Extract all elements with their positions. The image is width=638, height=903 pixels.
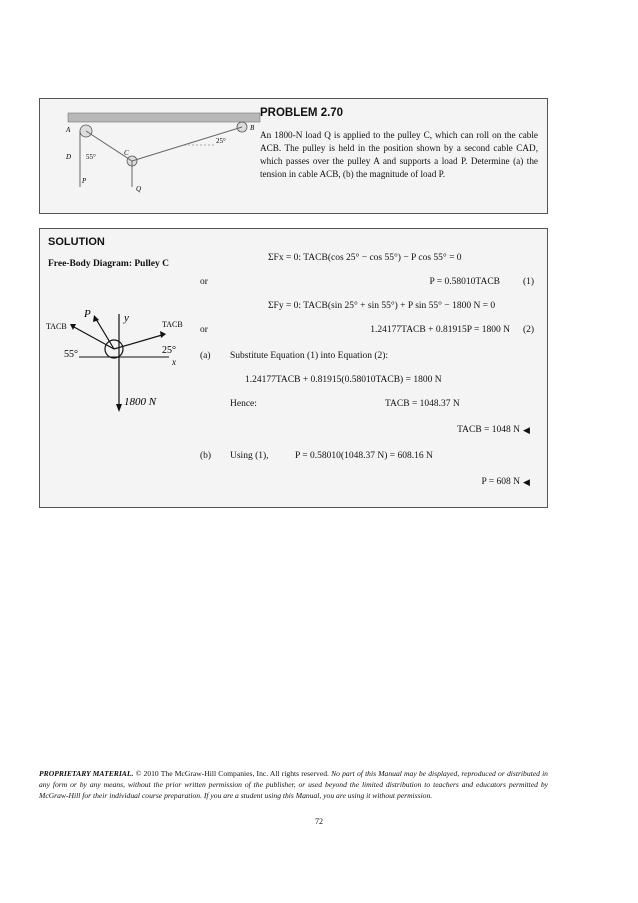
label-b: B (250, 124, 255, 132)
page-number: 72 (315, 817, 323, 826)
equation-number-1: (1) (523, 277, 535, 287)
problem-figure (64, 107, 264, 207)
answer-a-marker: ◀ (523, 425, 530, 435)
label-a: A (66, 126, 71, 134)
fbd-label-tacb-right: TACB (162, 320, 183, 329)
part-b-label: (b) (200, 451, 212, 461)
hence-label: Hence: (230, 399, 257, 409)
equation-sum-fx: ΣFx = 0: TACB(cos 25° − cos 55°) − P cos 55° = 0 (268, 253, 462, 263)
fbd-label-y: y (124, 312, 129, 324)
solution-box (39, 228, 548, 508)
or-label-1: or (200, 277, 208, 287)
free-body-diagram (44, 309, 194, 419)
equation-4: TACB = 1048.37 N (385, 399, 460, 409)
problem-title: PROBLEM 2.70 (260, 107, 344, 119)
label-c: C (124, 149, 129, 157)
label-p: P (82, 177, 87, 185)
equation-1: P = 0.58010TACB (429, 277, 500, 287)
footer-notice: No part of this Manual may be displayed, reproduced or distributed in any form or by any means, without the prior written permission of the publisher, or used beyond the limited distribution to teachers and educators permitted by McGraw-Hill for their individual course preparation. If you are a student using this Manual, you are using it without permission. (39, 769, 548, 800)
footer-proprietary: PROPRIETARY MATERIAL. (39, 769, 134, 778)
problem-box (39, 98, 548, 214)
label-angle-55: 55° (86, 153, 96, 161)
fbd-label-x: x (172, 357, 176, 367)
equation-sum-fy: ΣFy = 0: TACB(sin 25° + sin 55°) + P sin 55° − 1800 N = 0 (268, 301, 496, 311)
equation-5: P = 0.58010(1048.37 N) = 608.16 N (295, 451, 433, 461)
fbd-label: Free-Body Diagram: Pulley C (48, 259, 169, 269)
label-angle-25: 25° (216, 137, 226, 145)
copyright-footer (39, 768, 548, 801)
substitute-text: Substitute Equation (1) into Equation (2): (230, 351, 389, 361)
label-d: D (66, 153, 72, 161)
answer-b: P = 608 N (481, 477, 520, 487)
fbd-label-angle-25: 25° (162, 345, 176, 356)
part-a-label: (a) (200, 351, 211, 361)
using-text: Using (1), (230, 451, 269, 461)
problem-text: An 1800-N load Q is applied to the pulley C, which can roll on the cable ACB. The pulley is held in the position shown by a second cable CAD, which passes over the pulley A and supports a load P. Determine (a) the tension in cable ACB, (b) the magnitude of load P. (260, 130, 538, 179)
equation-number-2: (2) (523, 325, 535, 335)
or-label-2: or (200, 325, 208, 335)
footer-copyright: © 2010 The McGraw-Hill Companies, Inc. All rights reserved. (133, 769, 332, 778)
fbd-label-load: 1800 N (124, 396, 157, 408)
equation-3: 1.24177TACB + 0.81915(0.58010TACB) = 1800 N (245, 375, 442, 385)
equation-2: 1.24177TACB + 0.81915P = 1800 N (370, 325, 510, 335)
label-q: Q (136, 185, 142, 193)
fbd-label-tacb-left: TACB (46, 322, 67, 331)
fbd-label-p: P (84, 309, 91, 320)
fbd-label-angle-55: 55° (64, 349, 78, 360)
answer-b-marker: ◀ (523, 477, 530, 487)
solution-title: SOLUTION (48, 236, 105, 248)
answer-a: TACB = 1048 N (457, 425, 520, 435)
